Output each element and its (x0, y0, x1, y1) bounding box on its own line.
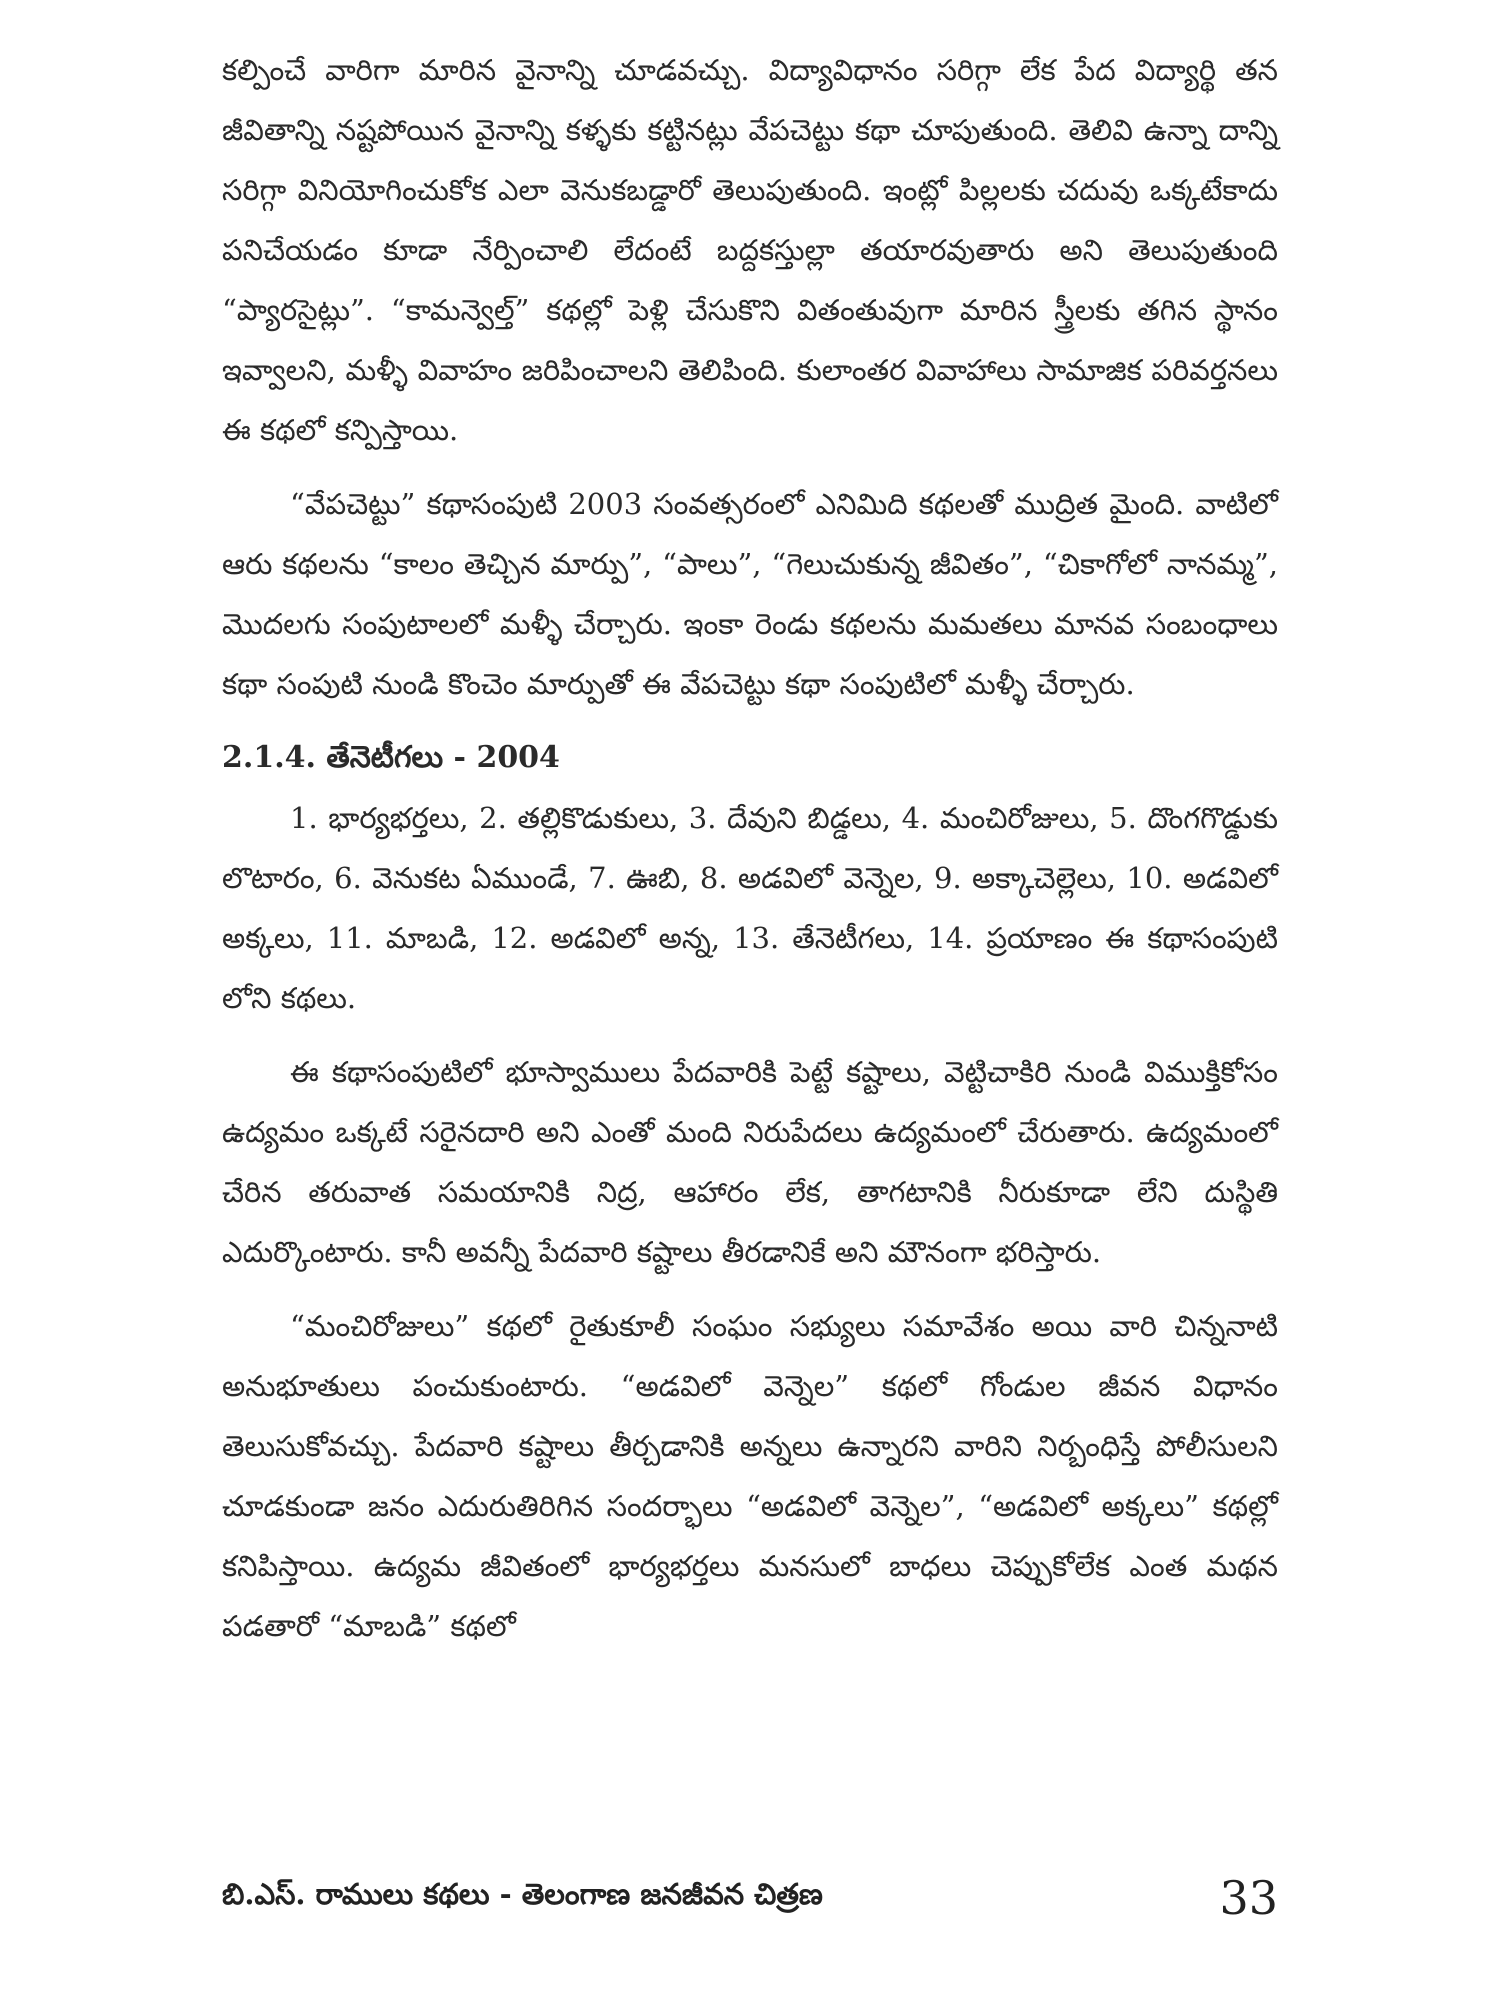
paragraph-4: ఈ కథాసంపుటిలో భూస్వాములు పేదవారికి పెట్టే కష్టాలు, వెట్టిచాకిరి నుండి విముక్తికోసం ఉద్యమం ఒక్కటే సరైనదారి అని ఎంతో మంది నిరుపేదలు ఉద్యమంలో చేరుతారు. ఉద్యమంలో చేరిన తరువాత సమయానికి నిద్ర, ఆహారం లేక, తాగటానికి నీరుకూడా లేని దుస్థితి ఎదుర్కొంటారు. కానీ అవన్నీ పేదవారి కష్టాలు తీరడానికే అని మౌనంగా భరిస్తారు. (222, 1055, 1278, 1269)
paragraph-5: “మంచిరోజులు” కథలో రైతుకూలీ సంఘం సభ్యులు సమావేశం అయి వారి చిన్ననాటి అనుభూతులు పంచుకుంటారు. “అడవిలో వెన్నెల” కథలో గోండుల జీవన విధానం తెలుసుకోవచ్చు. పేదవారి కష్టాలు తీర్చడానికి అన్నలు ఉన్నారని వారిని నిర్బంధిస్తే పోలీసులని చూడకుండా జనం ఎదురుతిరిగిన సందర్భాలు “అడవిలో వెన్నెల”, “అడవిలో అక్కలు” కథల్లో కనిపిస్తాయి. ఉద్యమ జీవితంలో భార్యభర్తలు మనసులో బాధలు చెప్పుకోలేక ఎంత మథన పడతారో “మాబడి” కథలో (222, 1309, 1278, 1643)
page-footer (222, 1868, 1278, 1928)
page-number: 33 (1219, 1871, 1278, 1925)
paragraph-1: కల్పించే వారిగా మారిన వైనాన్ని చూడవచ్చు. విద్యావిధానం సరిగ్గా లేక పేద విద్యార్థి తన జీవితాన్ని నష్టపోయిన వైనాన్ని కళ్ళకు కట్టినట్లు వేపచెట్టు కథా చూపుతుంది. తెలివి ఉన్నా దాన్ని సరిగ్గా వినియోగించుకోక ఎలా వెనుకబడ్డారో తెలుపుతుంది. ఇంట్లో పిల్లలకు చదువు ఒక్కటేకాదు పనిచేయడం కూడా నేర్పించాలి లేదంటే బద్దకస్తుల్లా తయారవుతారు అని తెలుపుతుంది “ప్యారసైట్లు”. “కామన్వెల్త్” కథల్లో పెళ్లి చేసుకొని వితంతువుగా మారిన స్త్రీలకు తగిన స్థానం ఇవ్వాలని, మళ్ళీ వివాహం జరిపించాలని తెలిపింది. కులాంతర వివాహాలు సామాజిక పరివర్తనలు ఈ కథలో కన్పిస్తాయి. (222, 53, 1278, 447)
paragraph-2: “వేపచెట్టు” కథాసంపుటి 2003 సంవత్సరంలో ఎనిమిది కథలతో ముద్రిత మైంది. వాటిలో ఆరు కథలను “కాలం తెచ్చిన మార్పు”, “పాలు”, “గెలుచుకున్న జీవితం”, “చికాగోలో నానమ్మ”, మొదలగు సంపుటాలలో మళ్ళీ చేర్చారు. ఇంకా రెండు కథలను మమతలు మానవ సంబంధాలు కథా సంపుటి నుండి కొంచెం మార్పుతో ఈ వేపచెట్టు కథా సంపుటిలో మళ్ళీ చేర్చారు. (222, 487, 1278, 701)
paragraph-3: 1. భార్యభర్తలు, 2. తల్లికొడుకులు, 3. దేవుని బిడ్డలు, 4. మంచిరోజులు, 5. దొంగగొడ్డుకు లొటారం, 6. వెనుకట ఏముండే, 7. ఊబి, 8. అడవిలో వెన్నెల, 9. అక్కాచెల్లెలు, 10. అడవిలో అక్కలు, 11. మాబడి, 12. అడవిలో అన్న, 13. తేనెటీగలు, 14. ప్రయాణం ఈ కథాసంపుటి లోని కథలు. (222, 801, 1278, 1015)
section-heading: 2.1.4. తేనెటీగలు - 2004 (222, 740, 560, 775)
footer-book-title: బి.ఎస్. రాములు కథలు - తెలంగాణ జనజీవన చిత్రణ (222, 1877, 823, 1911)
body-text (222, 40, 1278, 1656)
